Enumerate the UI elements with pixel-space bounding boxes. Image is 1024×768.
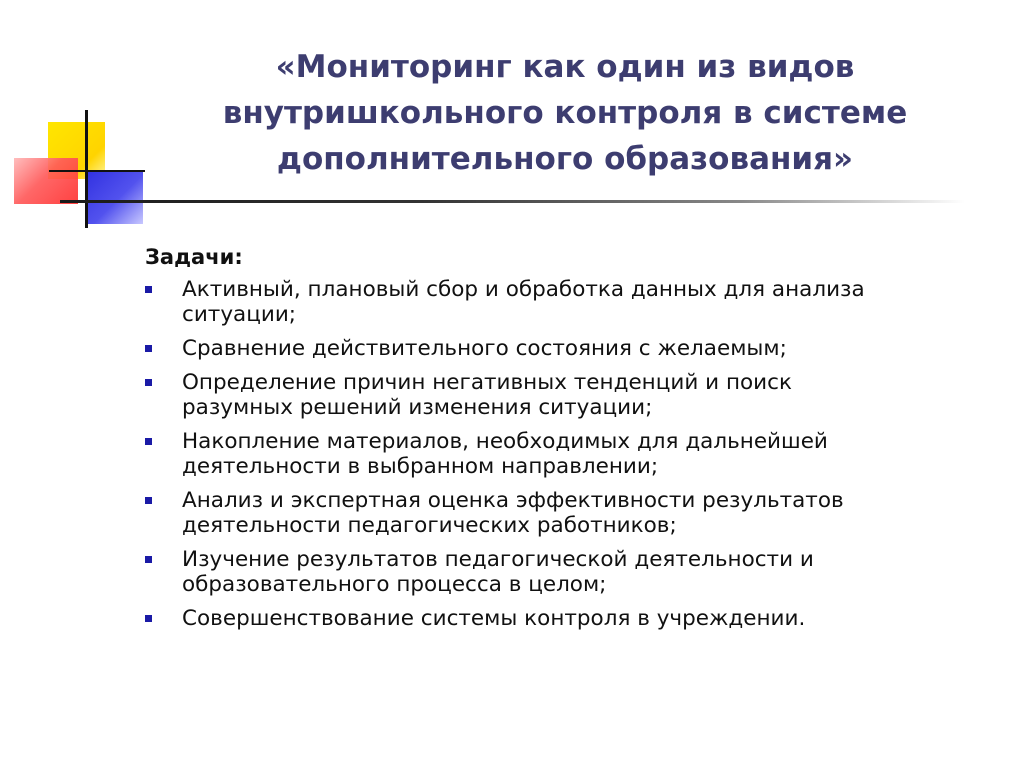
slide-title	[150, 44, 980, 182]
list-item-line: образовательного процесса в целом;	[182, 572, 607, 597]
decorative-blue-square	[86, 170, 143, 224]
slide-title-line: «Мониторинг как один из видов	[275, 49, 855, 85]
list-item-line: деятельности педагогических работников;	[182, 513, 677, 538]
square-bullet-icon	[145, 615, 152, 622]
slide-title-line: дополнительного образования»	[276, 141, 854, 177]
list-item-line: деятельности в выбранном направлении;	[182, 454, 659, 479]
square-bullet-icon	[145, 438, 152, 445]
list-item-text	[182, 547, 995, 597]
list-item-line: ситуации;	[182, 302, 297, 327]
slide-body	[145, 243, 995, 640]
list-item	[145, 336, 995, 361]
list-item-line: Определение причин негативных тенденций и поиск	[182, 370, 792, 395]
square-bullet-icon	[145, 379, 152, 386]
list-item-line: Изучение результатов педагогической деятельности и	[182, 547, 814, 572]
square-bullet-icon	[145, 286, 152, 293]
list-item-line: разумных решений изменения ситуации;	[182, 395, 653, 420]
decorative-red-square	[14, 158, 78, 204]
list-item-line: Совершенствование системы контроля в учреждении.	[182, 606, 806, 631]
list-item-line: Сравнение действительного состояния с желаемым;	[182, 336, 787, 361]
decorative-horizontal-line	[49, 170, 145, 172]
list-item-text	[182, 606, 995, 631]
list-item	[145, 606, 995, 631]
task-list	[145, 277, 995, 631]
tasks-heading: Задачи:	[145, 245, 243, 269]
list-item	[145, 429, 995, 479]
list-item-text	[182, 336, 995, 361]
list-item-text	[182, 277, 995, 327]
list-item	[145, 488, 995, 538]
list-item-text	[182, 429, 995, 479]
square-bullet-icon	[145, 345, 152, 352]
list-item-text	[182, 370, 995, 420]
list-item-text	[182, 488, 995, 538]
list-item-line: Активный, плановый сбор и обработка данных для анализа	[182, 277, 865, 302]
slide-title-line: внутришкольного контроля в системе	[222, 95, 908, 131]
list-item-line: Анализ и экспертная оценка эффективности результатов	[182, 488, 844, 513]
list-item	[145, 277, 995, 327]
list-item	[145, 547, 995, 597]
decorative-vertical-line	[85, 110, 88, 228]
square-bullet-icon	[145, 556, 152, 563]
list-item-line: Накопление материалов, необходимых для дальнейшей	[182, 429, 828, 454]
title-divider	[60, 200, 965, 203]
list-item	[145, 370, 995, 420]
square-bullet-icon	[145, 497, 152, 504]
